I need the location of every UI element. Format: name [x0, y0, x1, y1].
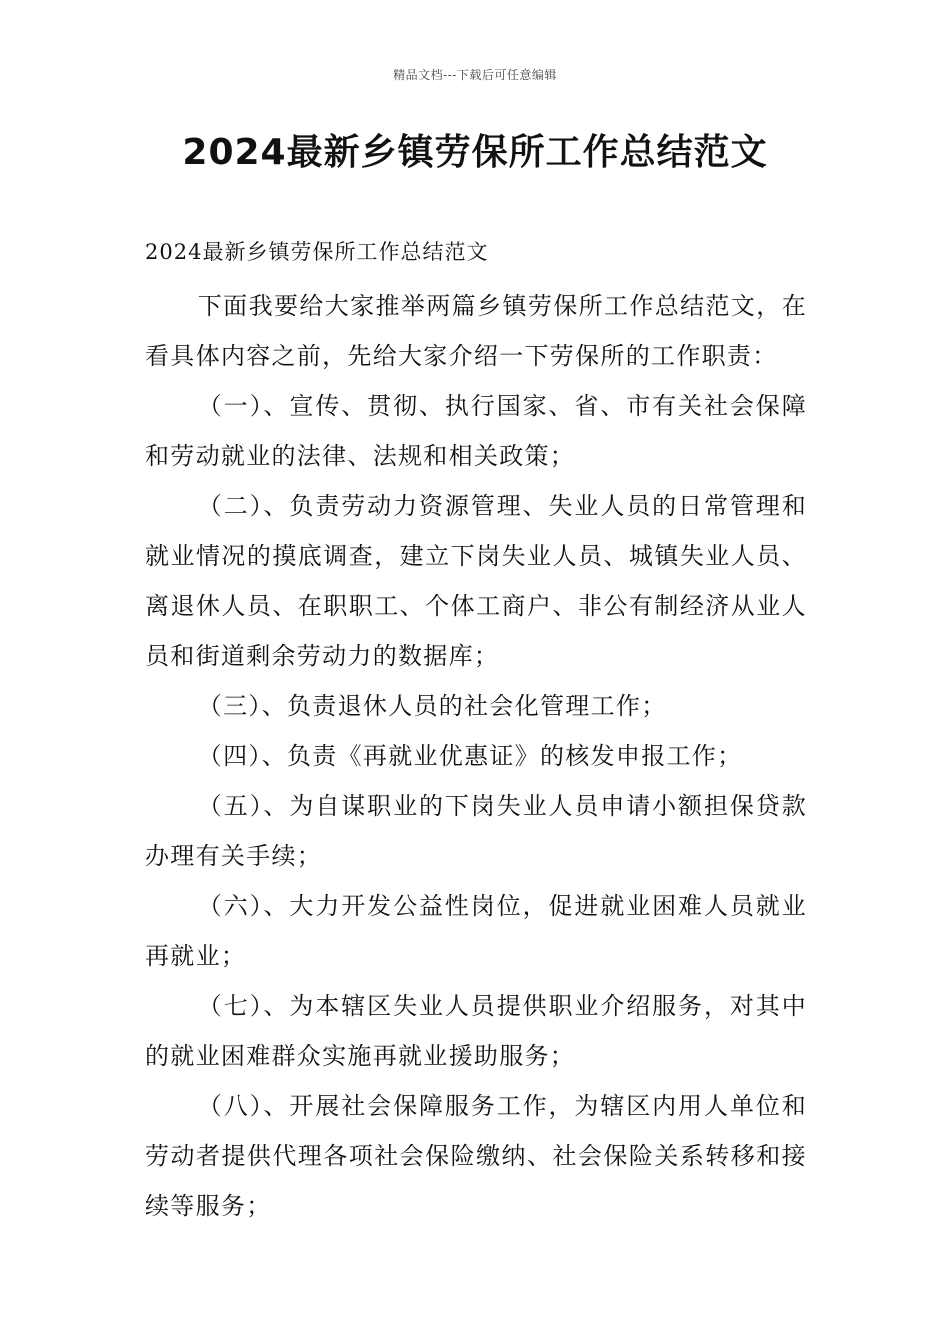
- duty-item-6: （六）、大力开发公益性岗位，促进就业困难人员就业再就业；: [145, 892, 807, 970]
- page-title: 2024最新乡镇劳保所工作总结范文: [182, 132, 768, 173]
- duty-item-1: （一）、宣传、贯彻、执行国家、省、市有关社会保障和劳动就业的法律、法规和相关政策；: [145, 392, 807, 470]
- duty-item-5: （五）、为自谋职业的下岗失业人员申请小额担保贷款办理有关手续；: [145, 792, 807, 870]
- duty-item-4: （四）、负责《再就业优惠证》的核发申报工作；: [197, 742, 743, 770]
- duty-item-2: （二）、负责劳动力资源管理、失业人员的日常管理和就业情况的摸底调查，建立下岗失业人员、城镇失业人员、离退休人员、在职职工、个体工商户、非公有制经济从业人员和街道剩余劳动力的数据库；: [145, 492, 807, 670]
- intro-paragraph: 下面我要给大家推举两篇乡镇劳保所工作总结范文，在看具体内容之前，先给大家介绍一下劳保所的工作职责：: [145, 292, 807, 370]
- document-subtitle: 2024最新乡镇劳保所工作总结范文: [145, 240, 489, 264]
- duty-item-7: （七）、为本辖区失业人员提供职业介绍服务，对其中的就业困难群众实施再就业援助服务；: [145, 992, 807, 1070]
- duty-item-8: （八）、开展社会保障服务工作，为辖区内用人单位和劳动者提供代理各项社会保险缴纳、社会保险关系转移和接续等服务；: [145, 1092, 807, 1220]
- header-note: 精品文档---下载后可任意编辑: [393, 68, 557, 82]
- duty-item-3: （三）、负责退休人员的社会化管理工作；: [197, 692, 667, 720]
- document-body: [145, 228, 807, 1231]
